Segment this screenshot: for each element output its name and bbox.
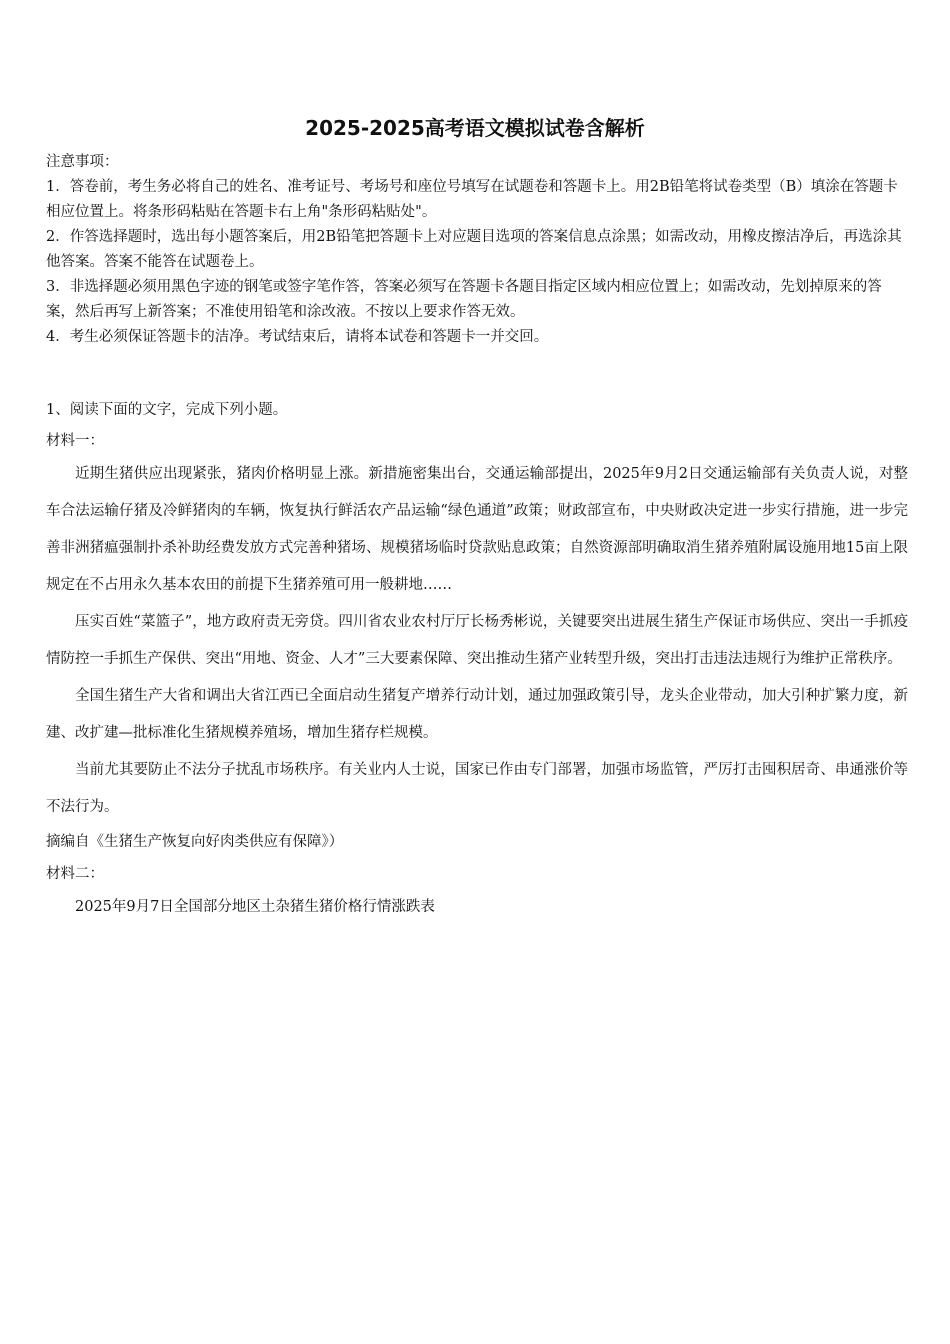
material-one-label: 材料一： (46, 433, 104, 449)
notice-item: 3．非选择题必须用黑色字迹的钢笔或签字笔作答，答案必须写在答题卡各题目指定区域内相应位置上；如需改动，先划掉原来的答案，然后再写上新答案；不准使用铅笔和涂改液。不按以上要求作答无效。 (46, 279, 882, 320)
table-caption: 2025年9月7日全国部分地区土杂猪生猪价格行情涨跌表 (75, 899, 435, 915)
material-paragraph: 当前尤其要防止不法分子扰乱市场秩序。有关业内人士说，国家已作由专门部署，加强市场监管，严厉打击囤积居奇、串通涨价等不法行为。 (46, 762, 908, 815)
notice-item: 2．作答选择题时，选出每小题答案后，用2B铅笔把答题卡上对应题目选项的答案信息点涂黑；如需改动，用橡皮擦洁净后，再选涂其他答案。答案不能答在试题卷上。 (46, 229, 902, 270)
material-paragraph: 压实百姓“菜篮子”，地方政府责无旁贷。四川省农业农村厅厅长杨秀彬说，关键要突出进展生猪生产保证市场供应、突出一手抓疫情防控一手抓生产保供、突出“用地、资金、人才”三大要素保障、突出推动生猪产业转型升级，突出打击违法违规行为维护正常秩序。 (46, 614, 908, 667)
notice-section (46, 150, 906, 350)
material-two-label: 材料二： (46, 866, 104, 882)
document-title: 2025-2025高考语文模拟试卷含解析 (305, 116, 645, 140)
question-prompt: 1、阅读下面的文字，完成下列小题。 (46, 402, 288, 418)
material-source: 摘编自《生猪生产恢复向好肉类供应有保障》） (46, 834, 344, 850)
material-paragraph: 全国生猪生产大省和调出大省江西已全面启动生猪复产增养行动计划，通过加强政策引导，龙头企业带动，加大引种扩繁力度，新建、改扩建—批标准化生猪规模养殖场，增加生猪存栏规模。 (46, 688, 908, 741)
notice-item: 1．答卷前，考生务必将自己的姓名、准考证号、考场号和座位号填写在试题卷和答题卡上。用2B铅笔将试卷类型（B）填涂在答题卡相应位置上。将条形码粘贴在答题卡右上角"条形码粘贴处"。 (46, 179, 898, 220)
notice-item: 4．考生必须保证答题卡的洁净。考试结束后，请将本试卷和答题卡一并交回。 (46, 329, 549, 345)
material-paragraph: 近期生猪供应出现紧张，猪肉价格明显上涨。新措施密集出台，交通运输部提出，2025年9月2日交通运输部有关负责人说，对整车合法运输仔猪及冷鲜猪肉的车辆，恢复执行鲜活农产品运输“绿色通道”政策；财政部宣布，中央财政决定进一步实行措施，进一步完善非洲猪瘟强制扑杀补助经费发放方式完善种猪场、规模猪场临时贷款贴息政策；自然资源部明确取消生猪养殖附属设施用地15亩上限规定在不占用永久基本农田的前提下生猪养殖可用一般耕地…… (46, 466, 908, 593)
question-section (46, 398, 908, 924)
notice-heading: 注意事项： (46, 154, 119, 170)
